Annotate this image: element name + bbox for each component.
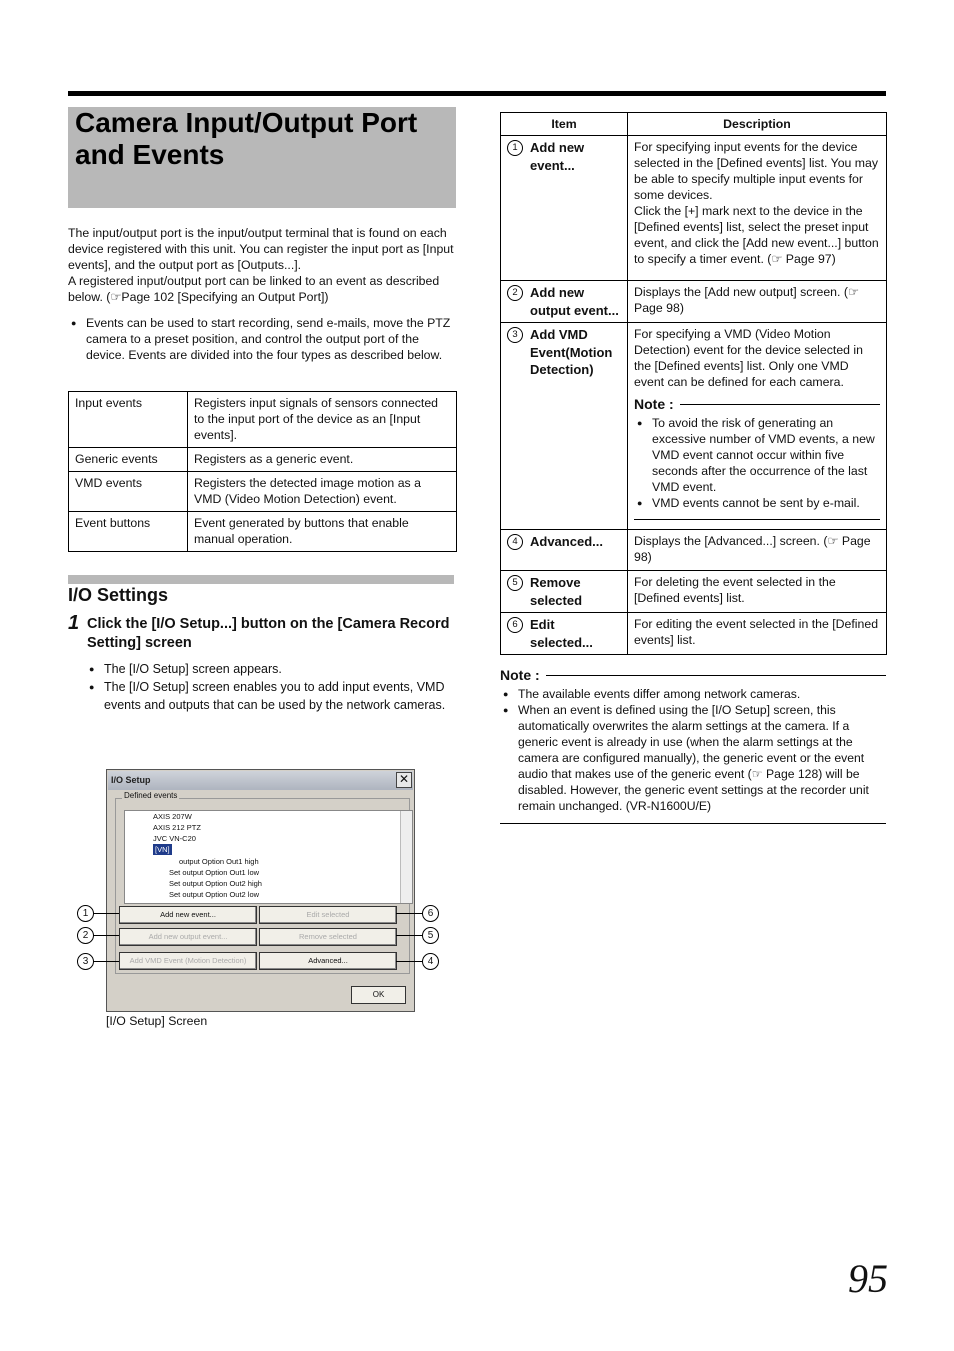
- item-description: Displays the [Advanced...] screen. (☞ Page 98): [628, 530, 887, 571]
- defined-events-group: [115, 791, 410, 974]
- callout-line: [93, 961, 119, 962]
- tree-item[interactable]: AXIS 212 PTZ: [153, 823, 201, 832]
- callout-5: 5: [422, 927, 439, 944]
- note-heading: Note :: [500, 667, 886, 683]
- item-number: 2: [507, 285, 523, 301]
- tree-item[interactable]: output Option Out1 high: [179, 857, 259, 866]
- item-name: Add new event...: [530, 140, 585, 173]
- figure-caption: [I/O Setup] Screen: [106, 1014, 208, 1028]
- table-row: [501, 323, 887, 530]
- step-text: Click the [I/O Setup...] button on the [Camera Record Setting] screen: [87, 616, 450, 651]
- edit-selected-button[interactable]: Edit selected: [259, 906, 397, 924]
- page-number: 95: [848, 1256, 888, 1301]
- inner-note-heading: Note :: [634, 396, 880, 412]
- defined-events-tree[interactable]: [124, 810, 413, 904]
- tree-item[interactable]: AXIS 207W: [153, 812, 192, 821]
- list-item: ● VMD events cannot be sent by e-mail.: [634, 495, 880, 511]
- description-table: [500, 112, 887, 655]
- title-box: [68, 107, 456, 208]
- callout-line: [93, 913, 119, 914]
- table-row: [501, 136, 887, 281]
- list-item: ● The [I/O Setup] screen appears.: [86, 660, 456, 678]
- tree-item-selected[interactable]: [VN]: [155, 845, 170, 854]
- note-end-rule: [500, 823, 886, 824]
- inner-note: [634, 415, 880, 520]
- item-name: Add VMD Event(Motion Detection): [530, 327, 613, 377]
- item-number: 3: [507, 327, 523, 343]
- add-vmd-event-button[interactable]: Add VMD Event (Motion Detection): [119, 952, 257, 970]
- step-bullets: [86, 660, 456, 714]
- table-row: Generic events Registers as a generic event.: [69, 448, 457, 472]
- callout-line: [93, 935, 119, 936]
- tree-item[interactable]: JVC VN-C20: [153, 834, 196, 843]
- remove-selected-button[interactable]: Remove selected: [259, 928, 397, 946]
- table-row: [501, 613, 887, 655]
- tree-item[interactable]: Set output Option Out1 low: [169, 868, 260, 877]
- callout-6: 6: [422, 905, 439, 922]
- item-name: Advanced...: [530, 534, 603, 549]
- list-item: ● The [I/O Setup] screen enables you to add input events, VMD events and outputs that can be used by the network cameras.: [86, 678, 456, 714]
- add-output-event-button[interactable]: Add new output event...: [119, 928, 257, 946]
- group-label: Defined events: [124, 791, 178, 800]
- item-name: Remove selected: [530, 575, 583, 608]
- intro-text: [68, 225, 458, 363]
- item-description: Displays the [Add new output] screen. (☞ Page 98): [628, 281, 887, 323]
- table-row: [501, 281, 887, 323]
- item-name: Edit selected...: [530, 617, 593, 650]
- item-number: 6: [507, 617, 523, 633]
- list-item: ● The available events differ among network cameras.: [500, 686, 886, 702]
- list-item: ● To avoid the risk of generating an excessive number of VMD events, a new VMD event cannot occur within five seconds after the occurrence of the last VMD event.: [634, 415, 880, 495]
- item-name: Add new output event...: [530, 285, 619, 318]
- item-description: For specifying input events for the device selected in the [Defined events] list. You may be able to specify multiple input events for some devices. Click the [+] mark next to the device in the [Defined events] list, select the preset input event, and click the [Add new event...] button to specify a timer event. (☞ Page 97): [628, 136, 887, 281]
- callout-4: 4: [422, 953, 439, 970]
- note-section: [500, 667, 886, 824]
- scrollbar[interactable]: [400, 811, 412, 903]
- section-bar: [68, 575, 454, 584]
- tree-item[interactable]: Set output Option Out2 high: [169, 879, 262, 888]
- item-description: For deleting the event selected in the [Defined events] list.: [628, 571, 887, 613]
- item-number: 4: [507, 534, 523, 550]
- item-number: 1: [507, 140, 523, 156]
- item-description: For editing the event selected in the [Defined events] list.: [628, 613, 887, 655]
- item-description-cell: [628, 323, 887, 530]
- intro-paragraph-1: The input/output port is the input/output terminal that is found on each device registered with this unit. You can register the input port as [Input events], and the output port as [Outputs...].: [68, 226, 454, 272]
- item-description: For specifying a VMD (Video Motion Detection) event for the device selected in the [Defined events] list. Only one VMD event can be defined for each camera.: [634, 327, 863, 389]
- step-number: 1: [68, 612, 80, 634]
- intro-bullet: ● Events can be used to start recording, send e-mails, move the PTZ camera to a preset position, and control the output port of the device. Events are divided into the four types as described below.: [68, 315, 458, 363]
- add-new-event-button[interactable]: Add new event...: [119, 906, 257, 924]
- table-header: Item Description: [501, 113, 887, 136]
- callout-line: [396, 913, 422, 914]
- callout-line: [396, 935, 422, 936]
- event-types-table: [68, 391, 457, 552]
- section-heading: I/O Settings: [68, 585, 169, 605]
- top-rule: [68, 91, 886, 96]
- list-item: ● When an event is defined using the [I/O Setup] screen, this automatically overwrites the alarm settings at the camera. If a generic event is already in use (when the alarm settings at the camera are configured manually), the generic event or the event audio that makes use of the generic event (☞ Page 128) will be disabled. However, the generic event settings at the recorder unit remain unchanged. (VR-N1600U/E): [500, 702, 886, 814]
- table-row: Input events Registers input signals of sensors connected to the input port of the device as an [Input events].: [69, 392, 457, 448]
- io-setup-dialog: [106, 769, 415, 1012]
- table-row: Event buttons Event generated by buttons that enable manual operation.: [69, 512, 457, 552]
- dialog-title: I/O Setup: [108, 771, 413, 790]
- table-row: [501, 571, 887, 613]
- ok-button[interactable]: OK: [351, 986, 406, 1004]
- callout-2: 2: [77, 927, 94, 944]
- callout-3: 3: [77, 953, 94, 970]
- callout-1: 1: [77, 905, 94, 922]
- advanced-button[interactable]: Advanced...: [259, 952, 397, 970]
- page-title: Camera Input/Output Port and Events: [75, 107, 418, 170]
- table-row: [501, 530, 887, 571]
- table-row: VMD events Registers the detected image motion as a VMD (Video Motion Detection) event.: [69, 472, 457, 512]
- close-icon[interactable]: ✕: [396, 772, 412, 788]
- callout-line: [396, 961, 422, 962]
- tree-item[interactable]: Set output Option Out2 low: [169, 890, 260, 899]
- intro-paragraph-2: A registered input/output port can be linked to an event as described below. (☞Page 102 [Specifying an Output Port]): [68, 274, 440, 304]
- item-number: 5: [507, 575, 523, 591]
